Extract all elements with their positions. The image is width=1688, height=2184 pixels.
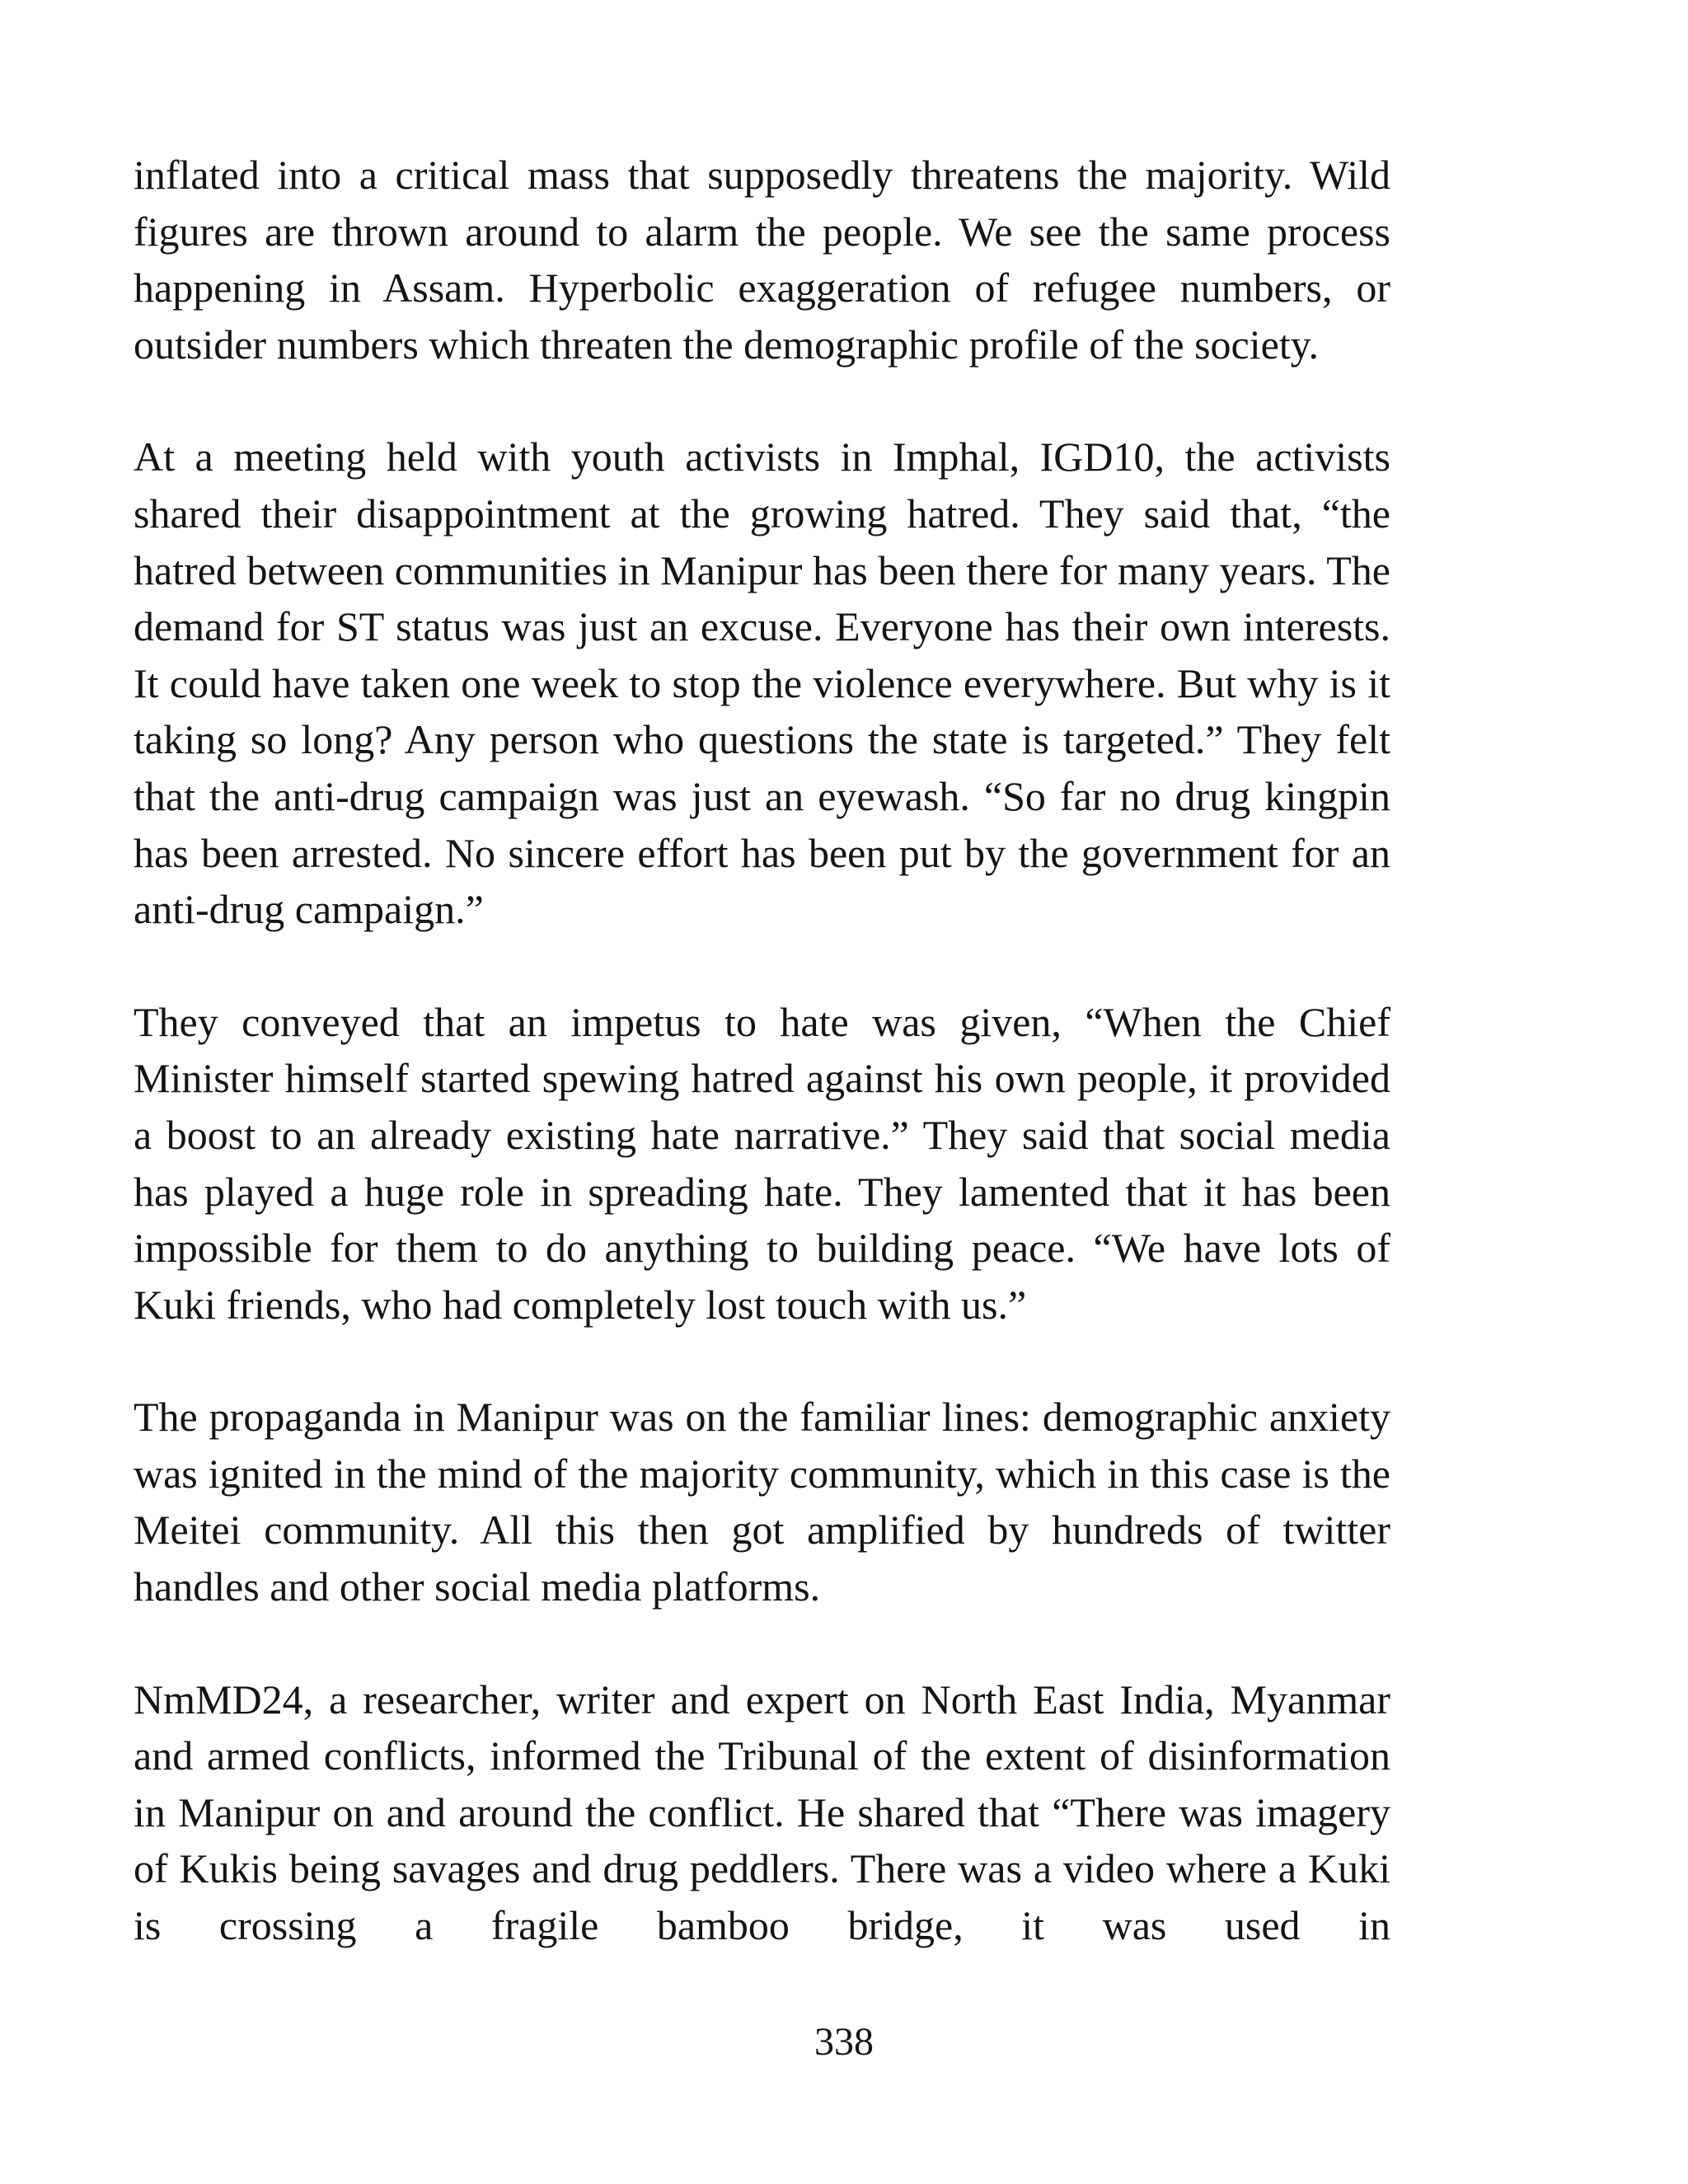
paragraph-1: inflated into a critical mass that supposedly threatens the majority. Wild figures are thrown around to alarm the people. We see the same process happening in Assam. Hyperbolic exaggeration of refugee numbers, or outsider numbers which threaten the demographic profile of the society. — [134, 152, 1390, 368]
page-number: 338 — [814, 2020, 874, 2064]
paragraph-4: The propaganda in Manipur was on the familiar lines: demographic anxiety was ignited in the mind of the majority community, which in this case is the Meitei community. All this then got amplified by hundreds of twitter handles and other social media platforms. — [134, 1394, 1390, 1610]
body-text — [134, 147, 1390, 1954]
paragraph-2: At a meeting held with youth activists in Imphal, IGD10, the activists shared their disappointment at the growing hatred. They said that, “the hatred between communities in Manipur has been there for many years. The demand for ST status was just an excuse. Everyone has their own interests. It could have taken one week to stop the violence everywhere. But why is it taking so long? Any person who questions the state is targeted.” They felt that the anti-drug campaign was just an eyewash. “So far no drug kingpin has been arrested. No sincere effort has been put by the government for an anti-drug campaign.” — [134, 434, 1390, 933]
paragraph-3: They conveyed that an impetus to hate was given, “When the Chief Minister himself started spewing hatred against his own people, it provided a boost to an already existing hate narrative.” They said that social media has played a huge role in spreading hate. They lamented that it has been impossible for them to do anything to building peace. “We have lots of Kuki friends, who had completely lost touch with us.” — [134, 998, 1390, 1328]
paragraph-5: NmMD24, a researcher, writer and expert on North East India, Myanmar and armed conflicts, informed the Tribunal of the extent of disinformation in Manipur on and around the conflict. He shared that “There was imagery of Kukis being savages and drug peddlers. There was a video where a Kuki is crossing a fragile bamboo bridge, it was used in — [134, 1675, 1390, 1949]
